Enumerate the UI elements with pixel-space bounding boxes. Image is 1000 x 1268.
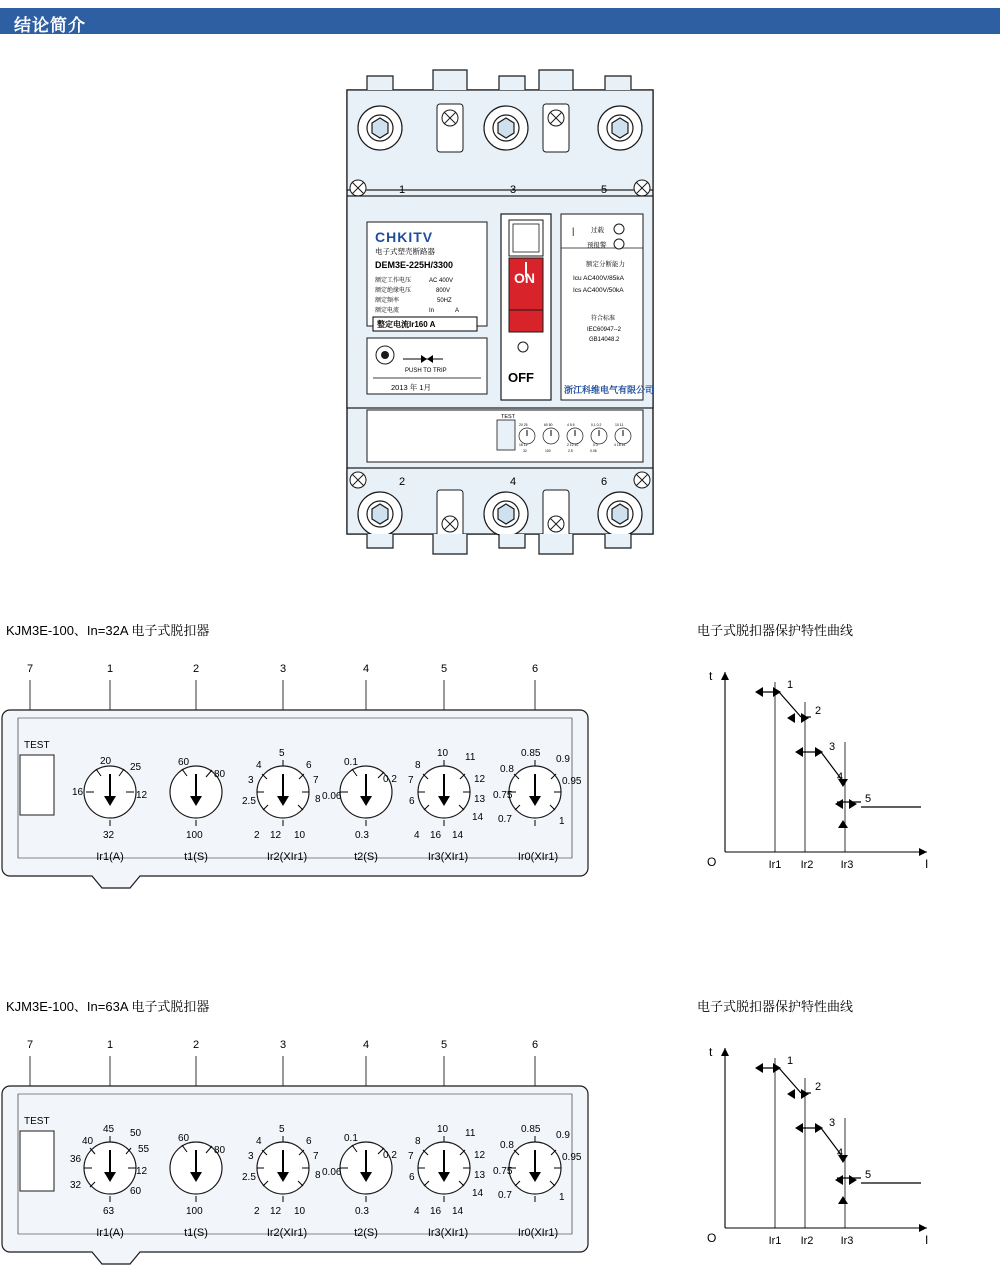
svg-text:Ir3(XIr1): Ir3(XIr1): [427, 1227, 469, 1239]
protection-curve-32a: [697, 652, 957, 892]
svg-text:6: 6: [531, 663, 539, 675]
svg-text:Icu AC400V/85kA: Icu AC400V/85kA: [573, 275, 624, 282]
svg-text:6: 6: [306, 760, 312, 771]
svg-text:25: 25: [130, 762, 142, 773]
svg-text:TEST: TEST: [24, 740, 50, 751]
section-1-curve-caption: 电子式脱扣器保护特性曲线: [697, 623, 854, 638]
svg-text:Ir2: Ir2: [800, 1235, 814, 1247]
svg-text:6: 6: [531, 1039, 539, 1051]
svg-text:O: O: [707, 855, 717, 869]
svg-text:0.3: 0.3: [593, 443, 598, 447]
svg-text:3: 3: [829, 1117, 836, 1129]
svg-text:2: 2: [192, 663, 200, 675]
svg-text:5: 5: [440, 1039, 448, 1051]
svg-text:1: 1: [106, 1039, 114, 1051]
svg-text:TEST: TEST: [501, 414, 516, 420]
section-2-curve-caption: 电子式脱扣器保护特性曲线: [697, 999, 854, 1014]
section-2-caption: KJM3E-100、In=63A 电子式脱扣器: [6, 999, 210, 1014]
svg-text:5: 5: [865, 1169, 872, 1181]
svg-text:60: 60: [178, 1133, 190, 1144]
svg-text:2 12 10: 2 12 10: [567, 443, 579, 447]
svg-text:Ir3: Ir3: [840, 859, 854, 871]
svg-text:8: 8: [315, 1170, 321, 1181]
svg-text:I: I: [925, 857, 929, 871]
svg-text:t: t: [709, 669, 713, 683]
svg-text:4 16 14: 4 16 14: [614, 443, 626, 447]
svg-text:额定绝缘电压: 额定绝缘电压: [375, 288, 412, 294]
svg-text:0.3: 0.3: [355, 1206, 369, 1217]
svg-text:7: 7: [313, 1151, 319, 1162]
svg-text:额定工作电压: 额定工作电压: [375, 278, 412, 284]
svg-text:12: 12: [474, 774, 486, 785]
svg-text:0.7: 0.7: [498, 814, 512, 825]
svg-text:4: 4: [510, 476, 517, 488]
svg-text:100: 100: [186, 1206, 203, 1217]
svg-text:CHKITV: CHKITV: [375, 229, 434, 245]
svg-text:0.06: 0.06: [322, 1167, 342, 1178]
svg-text:1: 1: [787, 679, 794, 691]
trip-unit-panel-63a: [0, 1028, 640, 1268]
svg-text:额定分断能力: 额定分断能力: [586, 261, 625, 268]
svg-text:80: 80: [214, 1145, 226, 1156]
svg-text:Ir1: Ir1: [768, 859, 782, 871]
svg-text:0.85: 0.85: [521, 748, 541, 759]
svg-text:14: 14: [472, 1188, 484, 1199]
svg-text:0.06: 0.06: [590, 449, 597, 453]
svg-text:4: 4: [256, 760, 262, 771]
svg-text:0.75: 0.75: [493, 790, 513, 801]
svg-text:5: 5: [279, 1124, 285, 1135]
page-title: 结论简介: [14, 16, 86, 35]
svg-text:4: 4: [837, 771, 844, 783]
svg-text:3: 3: [248, 775, 254, 786]
svg-text:50HZ: 50HZ: [437, 298, 452, 304]
svg-text:0.2: 0.2: [383, 774, 397, 785]
svg-text:12: 12: [136, 1166, 148, 1177]
svg-text:14: 14: [472, 812, 484, 823]
svg-text:0.1 0.2: 0.1 0.2: [591, 423, 602, 427]
svg-text:4: 4: [362, 663, 370, 675]
svg-text:2: 2: [815, 1081, 822, 1093]
svg-text:1: 1: [559, 1192, 565, 1203]
svg-text:1: 1: [787, 1055, 794, 1067]
svg-text:2.5: 2.5: [242, 796, 256, 807]
svg-text:额定频率: 额定频率: [375, 298, 400, 304]
svg-text:8: 8: [315, 794, 321, 805]
svg-text:Ir0(XIr1): Ir0(XIr1): [517, 1227, 559, 1239]
svg-text:t2(S): t2(S): [354, 1227, 378, 1239]
svg-text:6: 6: [601, 476, 608, 488]
svg-text:0.9: 0.9: [556, 754, 570, 765]
svg-text:Ir2: Ir2: [800, 859, 814, 871]
svg-text:0.8: 0.8: [500, 764, 514, 775]
svg-text:1: 1: [106, 663, 114, 675]
svg-text:0.2: 0.2: [383, 1150, 397, 1161]
svg-text:PUSH TO TRIP: PUSH TO TRIP: [405, 368, 447, 374]
svg-text:OFF: OFF: [508, 370, 534, 385]
svg-text:16 12: 16 12: [519, 443, 528, 447]
svg-text:过载: 过载: [591, 227, 604, 234]
svg-text:0.1: 0.1: [344, 757, 358, 768]
svg-text:50: 50: [130, 1128, 142, 1139]
svg-text:Ir2(XIr1): Ir2(XIr1): [266, 1227, 308, 1239]
svg-text:7: 7: [26, 663, 34, 675]
svg-text:3: 3: [279, 663, 287, 675]
svg-text:6: 6: [409, 1172, 415, 1183]
svg-text:8: 8: [415, 1136, 421, 1147]
svg-text:0.3: 0.3: [355, 830, 369, 841]
svg-text:45: 45: [103, 1124, 115, 1135]
svg-text:O: O: [707, 1231, 717, 1245]
svg-text:1: 1: [399, 184, 406, 196]
svg-text:10 11: 10 11: [615, 423, 624, 427]
svg-text:5: 5: [601, 184, 608, 196]
svg-text:A: A: [455, 308, 460, 314]
svg-text:t2(S): t2(S): [354, 851, 378, 863]
svg-text:4: 4: [256, 1136, 262, 1147]
svg-text:6: 6: [306, 1136, 312, 1147]
svg-text:2013 年 1月: 2013 年 1月: [391, 383, 432, 392]
svg-text:2: 2: [192, 1039, 200, 1051]
svg-text:40: 40: [82, 1136, 94, 1147]
svg-text:2: 2: [399, 476, 406, 488]
svg-text:60 80: 60 80: [544, 423, 553, 427]
svg-text:60: 60: [130, 1186, 142, 1197]
svg-text:16: 16: [430, 1206, 442, 1217]
svg-text:Ir3: Ir3: [840, 1235, 854, 1247]
svg-text:3: 3: [510, 184, 517, 196]
svg-text:0.9: 0.9: [556, 1130, 570, 1141]
svg-text:Ics AC400V/50kA: Ics AC400V/50kA: [573, 287, 624, 294]
svg-text:7: 7: [408, 775, 414, 786]
svg-text:5: 5: [865, 793, 872, 805]
svg-text:16: 16: [430, 830, 442, 841]
svg-text:12: 12: [136, 790, 148, 801]
svg-text:20: 20: [100, 756, 112, 767]
svg-text:7: 7: [408, 1151, 414, 1162]
svg-text:t1(S): t1(S): [184, 1227, 208, 1239]
svg-text:Ir2(XIr1): Ir2(XIr1): [266, 851, 308, 863]
svg-text:0.95: 0.95: [562, 1152, 582, 1163]
svg-text:Ir1: Ir1: [768, 1235, 782, 1247]
svg-text:32: 32: [70, 1180, 82, 1191]
svg-text:13: 13: [474, 1170, 486, 1181]
svg-text:7: 7: [313, 775, 319, 786]
svg-text:63: 63: [103, 1206, 115, 1217]
svg-text:32: 32: [103, 830, 115, 841]
svg-text:t1(S): t1(S): [184, 851, 208, 863]
svg-text:IEC60947--2: IEC60947--2: [587, 327, 622, 333]
svg-text:0.75: 0.75: [493, 1166, 513, 1177]
svg-text:10: 10: [437, 1124, 449, 1135]
svg-text:Ir0(XIr1): Ir0(XIr1): [517, 851, 559, 863]
svg-text:0.7: 0.7: [498, 1190, 512, 1201]
svg-text:6: 6: [409, 796, 415, 807]
svg-text:20 25: 20 25: [519, 423, 528, 427]
svg-text:8: 8: [415, 760, 421, 771]
svg-text:AC 400V: AC 400V: [429, 278, 454, 284]
header-bar: [0, 8, 1000, 34]
svg-text:100: 100: [545, 449, 551, 453]
svg-text:4: 4: [362, 1039, 370, 1051]
svg-text:Ir1(A): Ir1(A): [96, 1227, 124, 1239]
svg-text:16: 16: [72, 787, 84, 798]
svg-text:符合标准: 符合标准: [591, 316, 616, 322]
svg-text:100: 100: [186, 830, 203, 841]
svg-text:浙江科维电气有限公司: 浙江科维电气有限公司: [564, 385, 655, 395]
svg-text:0.1: 0.1: [344, 1133, 358, 1144]
svg-text:ON: ON: [514, 270, 535, 286]
svg-text:预报警: 预报警: [587, 242, 607, 249]
svg-text:10: 10: [294, 830, 306, 841]
svg-text:2.5: 2.5: [242, 1172, 256, 1183]
trip-unit-panel-32a: [0, 652, 640, 922]
svg-text:|: |: [572, 226, 575, 236]
svg-text:2: 2: [815, 705, 822, 717]
svg-text:11: 11: [465, 1128, 476, 1139]
svg-text:TEST: TEST: [24, 1116, 50, 1127]
svg-text:80: 80: [214, 769, 226, 780]
protection-curve-63a: [697, 1028, 957, 1268]
svg-text:4: 4: [414, 830, 420, 841]
breaker-illustration: [333, 62, 667, 562]
svg-text:Ir1(A): Ir1(A): [96, 851, 124, 863]
section-1-caption: KJM3E-100、In=32A 电子式脱扣器: [6, 623, 210, 638]
svg-text:0.95: 0.95: [562, 776, 582, 787]
svg-text:3: 3: [248, 1151, 254, 1162]
svg-text:1: 1: [559, 816, 565, 827]
svg-text:800V: 800V: [436, 288, 451, 294]
svg-text:14: 14: [452, 830, 464, 841]
svg-text:10: 10: [437, 748, 449, 759]
svg-text:t: t: [709, 1045, 713, 1059]
svg-text:36: 36: [70, 1154, 82, 1165]
svg-text:11: 11: [465, 752, 476, 763]
svg-text:14: 14: [452, 1206, 464, 1217]
svg-text:GB14048.2: GB14048.2: [589, 337, 620, 343]
svg-text:7: 7: [26, 1039, 34, 1051]
svg-text:0.06: 0.06: [322, 791, 342, 802]
svg-text:DEM3E-225H/3300: DEM3E-225H/3300: [375, 260, 454, 270]
svg-text:3: 3: [829, 741, 836, 753]
svg-text:60: 60: [178, 757, 190, 768]
svg-text:2.5: 2.5: [568, 449, 573, 453]
svg-text:12: 12: [270, 1206, 282, 1217]
svg-text:5: 5: [440, 663, 448, 675]
svg-text:10: 10: [294, 1206, 306, 1217]
svg-text:4: 4: [414, 1206, 420, 1217]
svg-text:0.85: 0.85: [521, 1124, 541, 1135]
svg-text:13: 13: [474, 794, 486, 805]
svg-text:32: 32: [523, 449, 527, 453]
svg-text:55: 55: [138, 1144, 150, 1155]
svg-text:电子式塑壳断路器: 电子式塑壳断路器: [375, 247, 435, 256]
svg-text:12: 12: [270, 830, 282, 841]
svg-text:5: 5: [279, 748, 285, 759]
svg-text:4 5 6: 4 5 6: [567, 423, 575, 427]
svg-text:In: In: [429, 308, 435, 314]
svg-text:2: 2: [254, 830, 260, 841]
svg-text:3: 3: [279, 1039, 287, 1051]
svg-text:整定电流Ir160 A: 整定电流Ir160 A: [377, 320, 436, 329]
svg-text:I: I: [925, 1233, 929, 1247]
svg-text:4: 4: [837, 1147, 844, 1159]
svg-text:2: 2: [254, 1206, 260, 1217]
svg-text:0.8: 0.8: [500, 1140, 514, 1151]
svg-text:12: 12: [474, 1150, 486, 1161]
svg-text:额定电流: 额定电流: [375, 308, 400, 314]
svg-text:Ir3(XIr1): Ir3(XIr1): [427, 851, 469, 863]
